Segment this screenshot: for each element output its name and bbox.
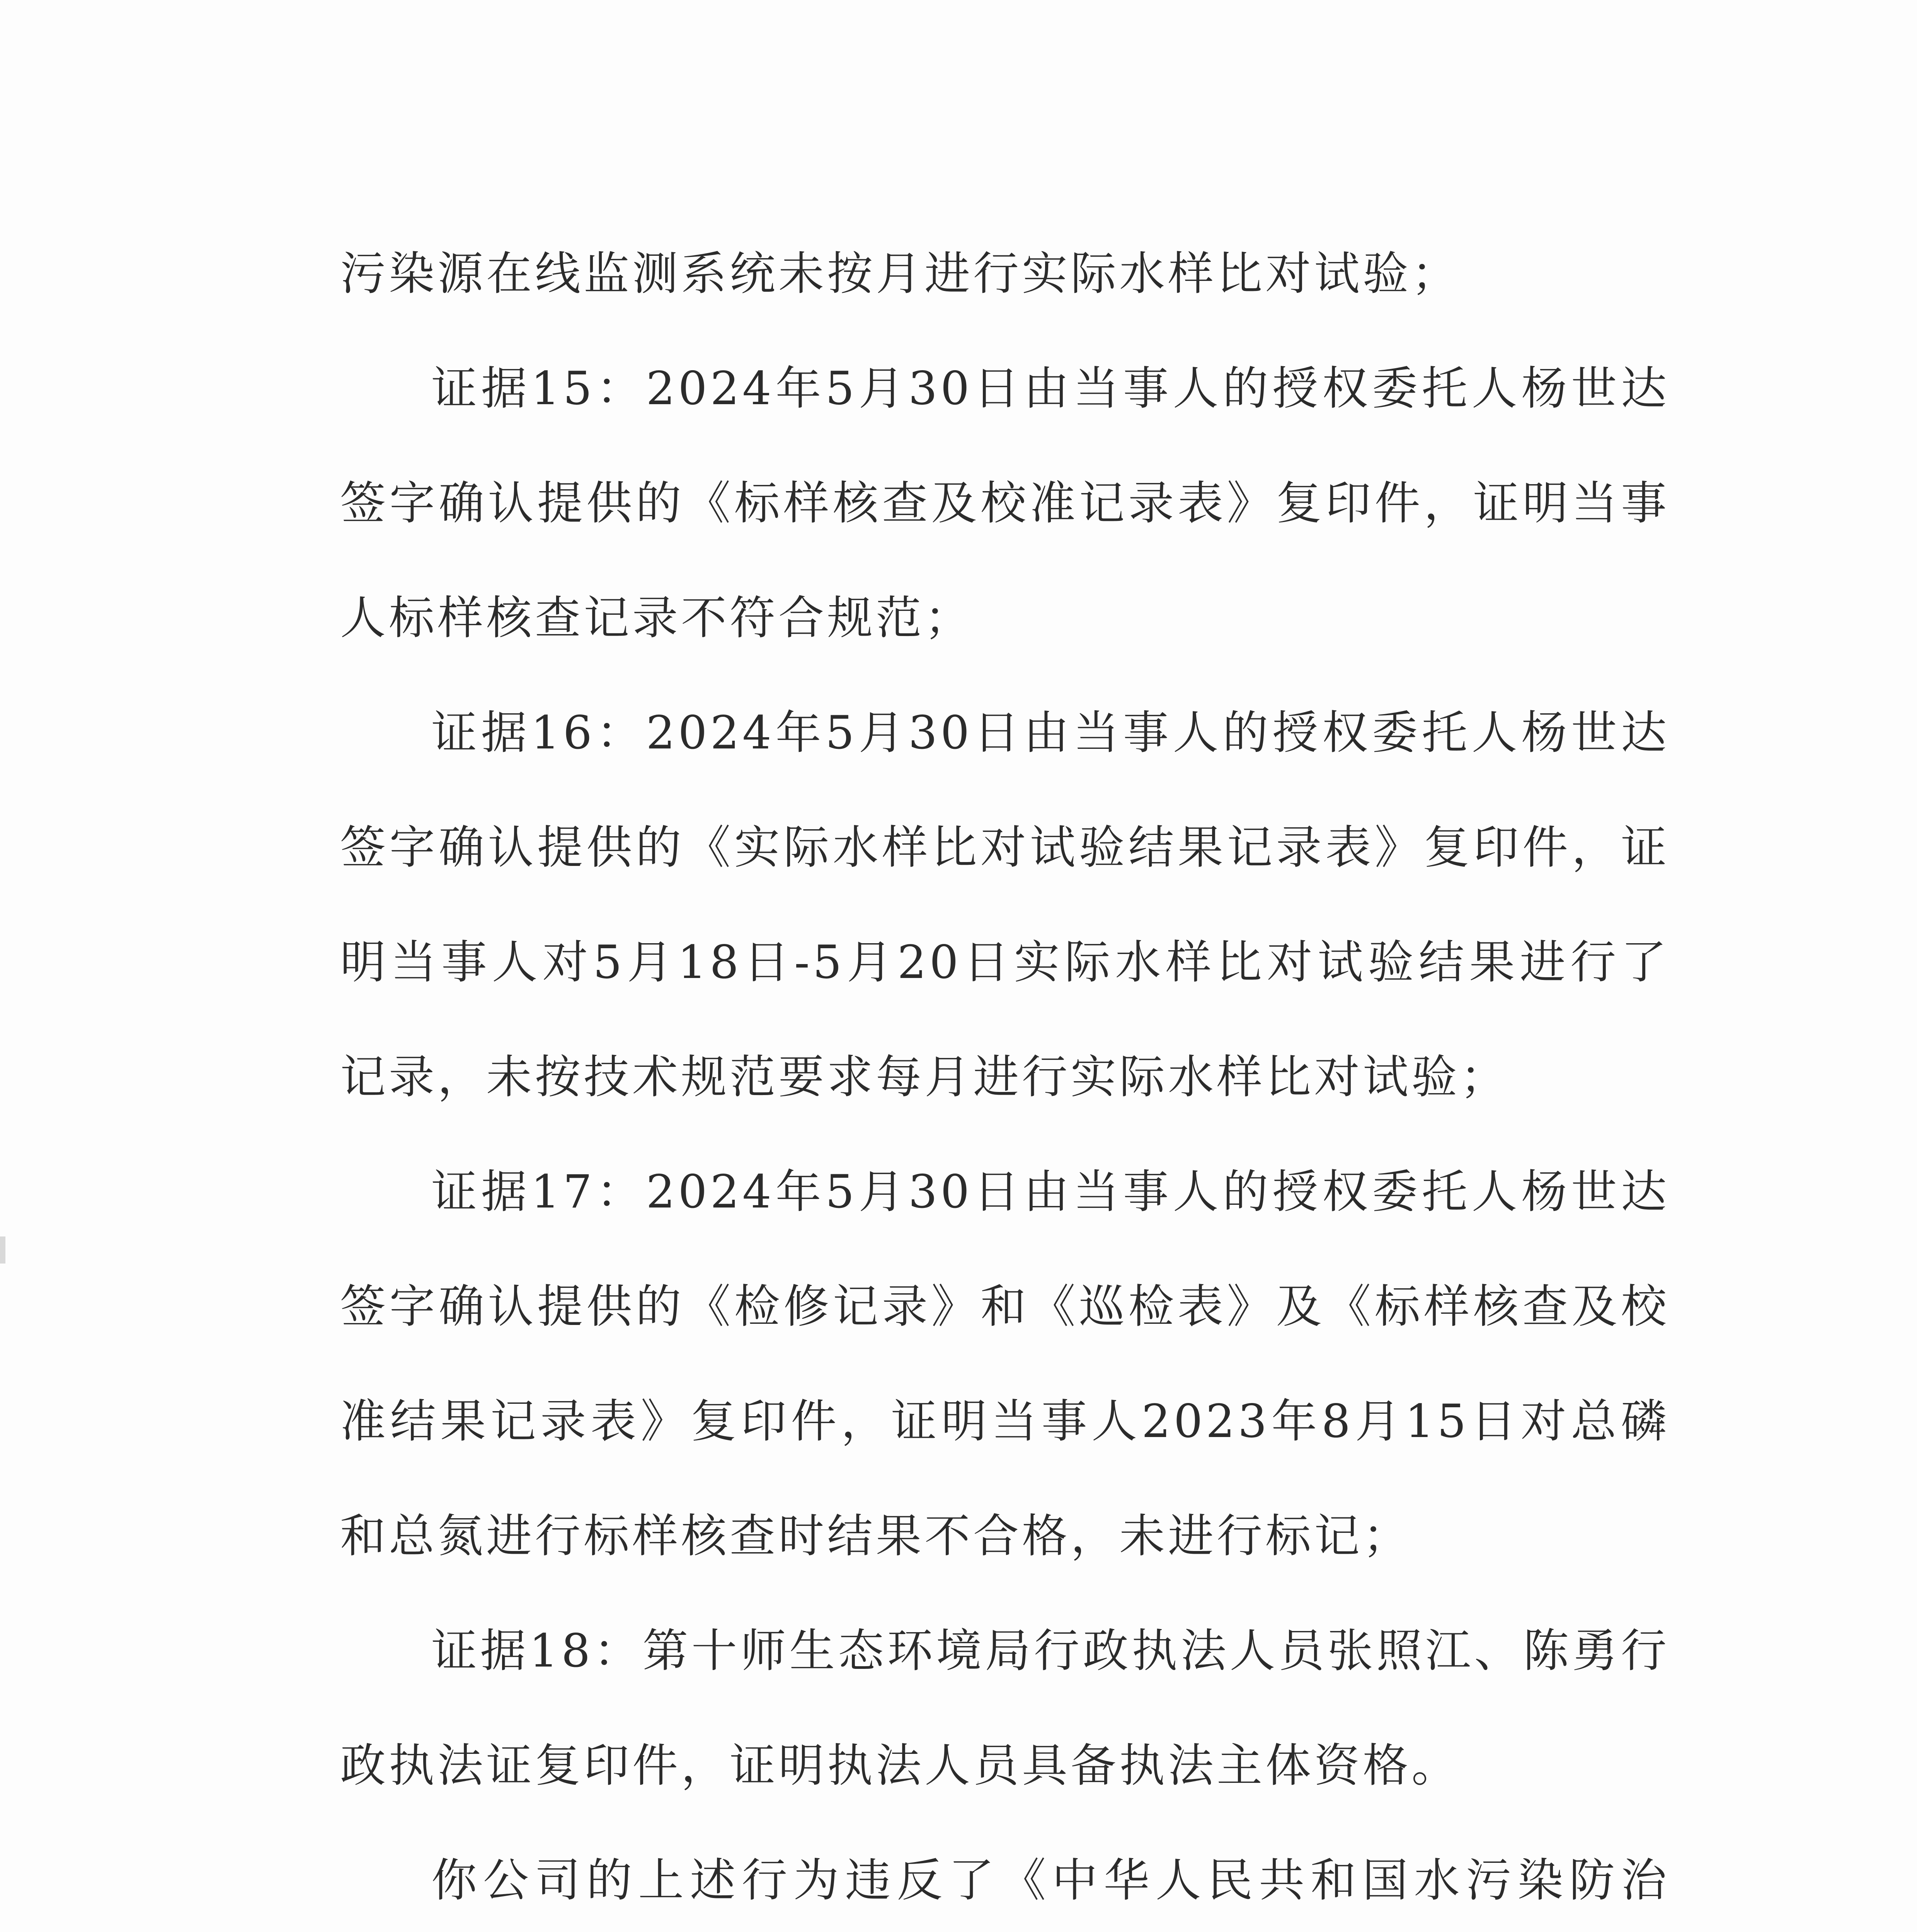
paragraph-evidence-17: 证据17：2024年5月30日由当事人的授权委托人杨世达签字确认提供的《检修记录》和《巡检表》及《标样核查及校准结果记录表》复印件，证明当事人2023年8月15日对总磷和总氮进行标样核查时结果不合格，未进行标记；: [340, 1165, 1670, 1563]
document-body: [340, 216, 1670, 1932]
paragraph-evidence-16: 证据16：2024年5月30日由当事人的授权委托人杨世达签字确认提供的《实际水样比对试验结果记录表》复印件，证明当事人对5月18日-5月20日实际水样比对试验结果进行了记录，未按技术规范要求每月进行实际水样比对试验；: [340, 706, 1670, 1104]
paragraph-continuation: 污染源在线监测系统未按月进行实际水样比对试验；: [340, 247, 1461, 300]
paragraph-evidence-18: 证据18：第十师生态环境局行政执法人员张照江、陈勇行政执法证复印件，证明执法人员具备执法主体资格。: [340, 1624, 1670, 1792]
paragraph-evidence-15: 证据15：2024年5月30日由当事人的授权委托人杨世达签字确认提供的《标样核查及校准记录表》复印件，证明当事人标样核查记录不符合规范；: [340, 362, 1670, 645]
scan-edge-mark: [0, 1236, 5, 1264]
paragraph-violation: 你公司的上述行为违反了《中华人民共和国水污染防治: [431, 1854, 1670, 1907]
